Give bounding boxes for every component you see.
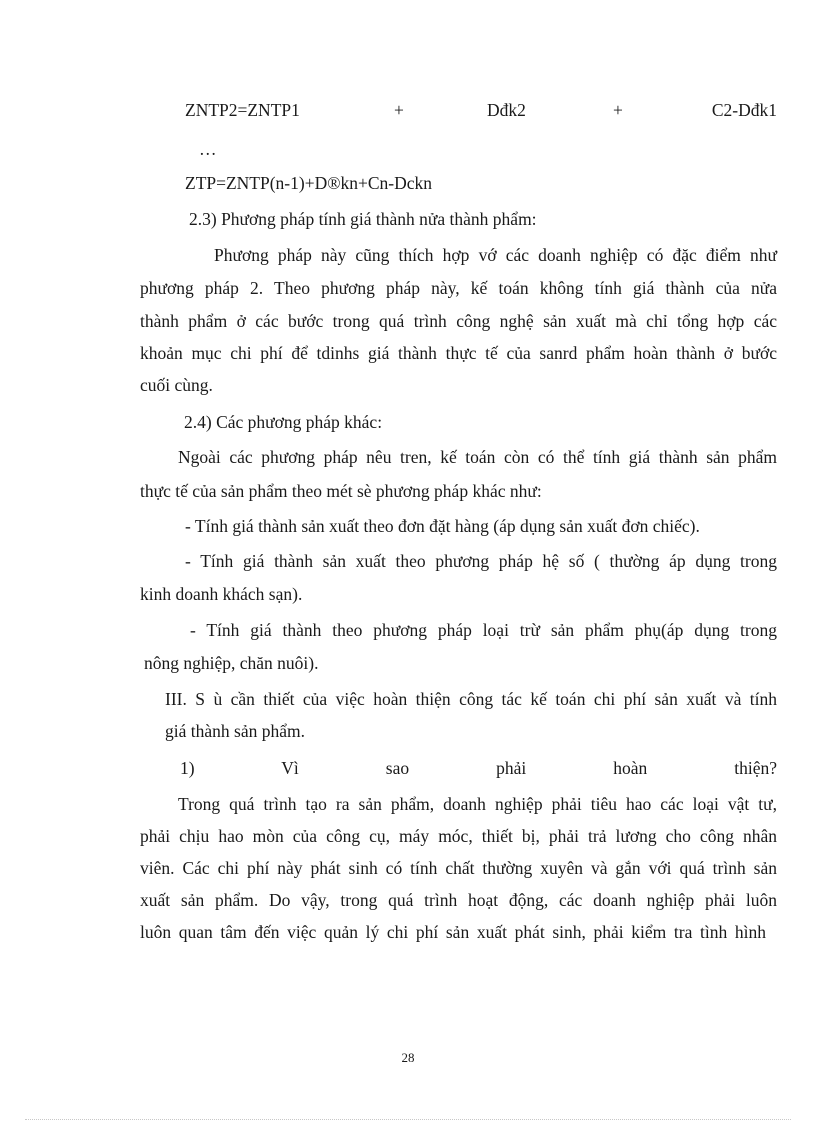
paragraph-line: thành phẩm ở các bước trong quá trình công nghệ sản xuất mà chỉ tổng hợp các <box>140 311 777 331</box>
bullet-line: kinh doanh khách sạn). <box>140 584 303 604</box>
paragraph-line: phải chịu hao mòn của công cụ, máy móc, thiết bị, phải trả lương cho công nhân <box>140 826 777 846</box>
bullet-line: nông nghiệp, chăn nuôi). <box>144 653 319 673</box>
formula-plus-2: + <box>613 100 623 120</box>
section-III-heading: giá thành sản phẩm. <box>165 721 305 741</box>
paragraph-line: Ngoài các phương pháp nêu tren, kế toán còn có thể tính giá thành sản phẩm <box>178 447 777 467</box>
page-number: 28 <box>401 1050 415 1065</box>
formula-lhs: ZNTP2=ZNTP1 <box>185 100 300 120</box>
section-2-3-heading: 2.3) Phương pháp tính giá thành nửa thành phẩm: <box>189 209 537 229</box>
paragraph-line: Trong quá trình tạo ra sản phẩm, doanh nghiệp phải tiêu hao các loại vật tư, <box>178 794 777 814</box>
paragraph-line: cuối cùng. <box>140 375 213 395</box>
bullet-line: - Tính giá thành sản xuất theo đơn đặt hàng (áp dụng sản xuất đơn chiếc). <box>185 516 700 536</box>
sub-heading: 1) Vì sao phải hoàn thiện? <box>180 758 777 778</box>
section-III-heading: III. S ù cần thiết của việc hoàn thiện công tác kế toán chi phí sản xuất và tính <box>165 689 777 709</box>
paragraph-line: thực tế của sản phẩm theo mét sè phương pháp khác như: <box>140 481 542 501</box>
paragraph-line: Phương pháp này cũng thích hợp vớ các doanh nghiệp có đặc điểm như <box>214 245 777 265</box>
formula-line-2: ZTP=ZNTP(n-1)+D®kn+Cn-Dckn <box>185 173 433 193</box>
paragraph-line: luôn quan tâm đến việc quản lý chi phí sản xuất phát sinh, phải kiểm tra tình hình <box>140 922 766 942</box>
paragraph-line: phương pháp 2. Theo phương pháp này, kế toán không tính giá thành của nửa <box>140 278 777 298</box>
formula-term-3: C2-Dđk1 <box>711 100 777 120</box>
footer-rule <box>25 1119 791 1120</box>
formula-plus-1: + <box>394 100 404 120</box>
formula-term-2: Dđk2 <box>487 100 526 120</box>
formula-line-1 <box>185 99 777 121</box>
ellipsis: … <box>199 139 217 159</box>
bullet-line: - Tính giá thành theo phương pháp loại trừ sản phẩm phụ(áp dụng trong <box>190 620 777 640</box>
paragraph-line: khoản mục chi phí để tdinhs giá thành thực tế của sanrd phẩm hoàn thành ở bước <box>140 343 777 363</box>
paragraph-line: viên. Các chi phí này phát sinh có tính chất thường xuyên và gắn với quá trình sản <box>140 858 777 878</box>
section-2-4-heading: 2.4) Các phương pháp khác: <box>184 412 383 432</box>
bullet-line: - Tính giá thành sản xuất theo phương pháp hệ số ( thường áp dụng trong <box>185 551 777 571</box>
paragraph-line: xuất sản phẩm. Do vậy, trong quá trình hoạt động, các doanh nghiệp phải luôn <box>140 890 777 910</box>
